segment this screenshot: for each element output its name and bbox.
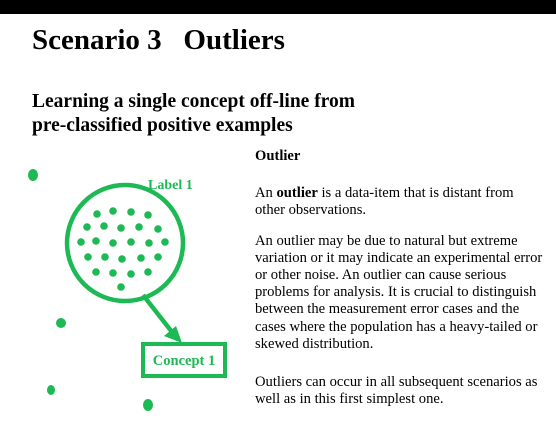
subtitle-line-1: Learning a single concept off-line from [32, 91, 355, 112]
top-bar [0, 0, 556, 14]
section-heading: Outlier [255, 148, 301, 164]
definition-paragraph: An outlier is a data-item that is distant from other observations. [255, 185, 514, 219]
outlier-point [28, 169, 38, 181]
outlier-point [143, 399, 153, 411]
slide-subtitle [32, 90, 355, 138]
closing-paragraph: Outliers can occur in all subsequent scenarios as well as in this first simplest one. [255, 374, 538, 408]
slide-title: Scenario 3 Outliers [32, 24, 285, 56]
subtitle-line-2: pre-classified positive examples [32, 115, 293, 136]
label-text: Label 1 [148, 178, 193, 193]
concept-diagram [0, 140, 255, 425]
explanation-paragraph: An outlier may be due to natural but extreme variation or it may indicate an experimental error or other noise. An outlier can cause serious problems for analysis. It is crucial to distinguish between the measurement error cases and the cases where the population has a heavy-tailed or skewed distribution. [255, 232, 543, 352]
outlier-point [56, 318, 66, 328]
outlier-point [47, 385, 55, 395]
concept-text: Concept 1 [152, 353, 216, 369]
arrow-line [143, 295, 172, 332]
outlier-description [255, 148, 547, 408]
cluster-points [77, 207, 169, 291]
outlier-term: outlier [276, 185, 318, 202]
